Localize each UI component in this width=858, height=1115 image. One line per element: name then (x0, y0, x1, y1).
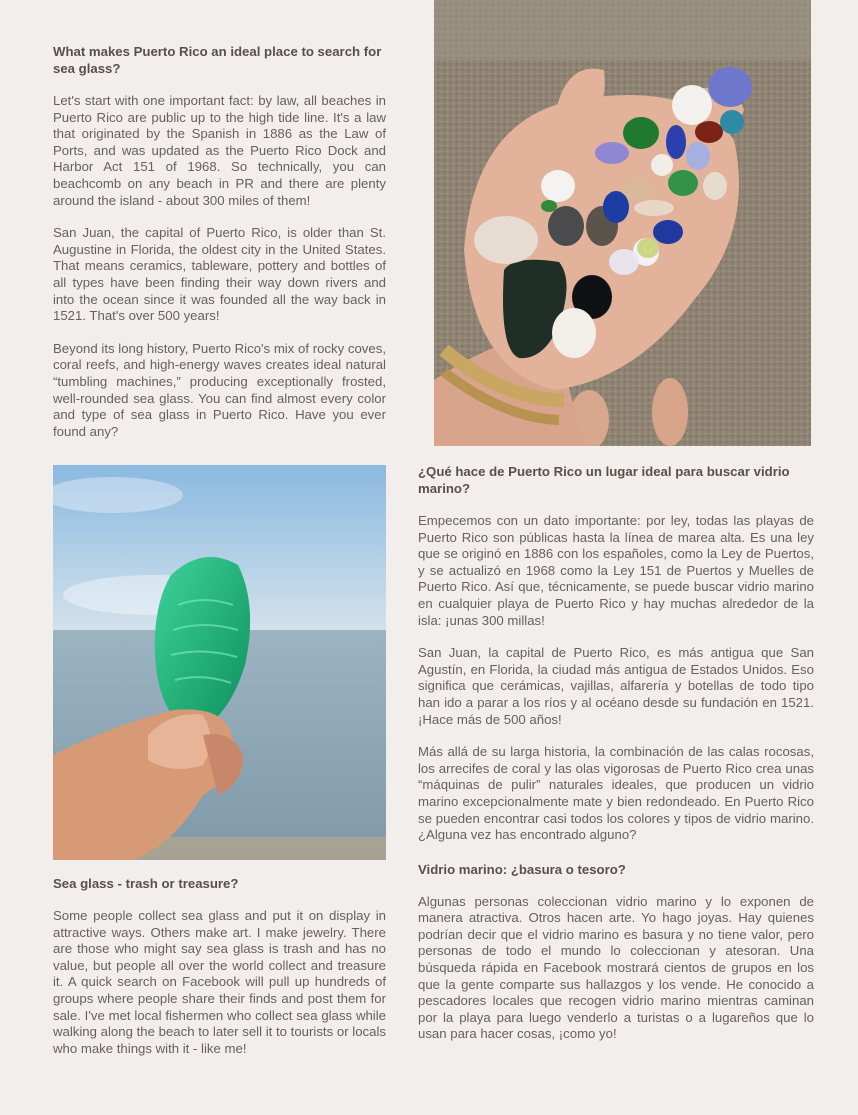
english-paragraph-law: Let's start with one important fact: by law, all beaches in Puerto Rico are public up to the high tide line. It's a law that originated by the Spanish in 1886 as the Law of Ports, and was updated as the Puerto Rico Dock and Harbor Act 151 of 1968. So technically, you can beachcomb on any beach in PR and there are plenty around the island - about 300 miles of them! (53, 93, 386, 208)
english-paragraph-san-juan: San Juan, the capital of Puerto Rico, is older than St. Augustine in Florida, the oldest city in the United States. That means ceramics, tableware, pottery and bottles of all types have been finding their way down rivers and into the ocean since it was founded all the way back in 1521. That's over 500 years! (53, 225, 386, 324)
english-section-top (53, 43, 386, 440)
spanish-paragraph-collectors: Algunas personas coleccionan vidrio marino y lo exponen de manera atractiva. Otros hacen arte. Yo hago joyas. Hay quienes podrían decir que el vidrio marino es basura y no tiene valor, pero personas de todo el mundo lo coleccionan y atesoran. Una búsqueda rápida en Facebook mostrará cientos de grupos en los que la gente comparte sus hallazgos y los vende. He conocido a pescadores locales que recogen vidrio marino mientras caminan por la playa para luego venderlo a turistas o a lugareños que lo usan para hacer cosas, ¡como yo! (418, 893, 814, 1042)
english-heading-ideal-place: What makes Puerto Rico an ideal place to search for sea glass? (53, 44, 382, 76)
spanish-heading-ideal-place: ¿Qué hace de Puerto Rico un lugar ideal para buscar vidrio marino? (418, 464, 790, 496)
english-section-bottom (53, 875, 386, 1057)
english-heading-trash-or-treasure: Sea glass - trash or treasure? (53, 876, 239, 891)
spanish-paragraph-law: Empecemos con un dato importante: por ley, todas las playas de Puerto Rico son públicas hasta la línea de marea alta. Es una ley que se originó en 1886 con los españoles, como la Ley de Puertos, y se actualizó en 1968 como la Ley 151 de Puertos y Muelles de Puerto Rico. Así que, técnicamente, se puede buscar vidrio marino en cualquier playa de Puerto Rico y hay muchas alrededor de la isla: ¡unas 300 millas! (418, 513, 814, 628)
spanish-paragraph-san-juan: San Juan, la capital de Puerto Rico, es más antigua que San Agustín, en Florida, la ciudad más antigua de Estados Unidos. Eso significa que cerámicas, vajillas, alfarería y botellas de todo tipo han ido a parar a los ríos y al océano desde su fundación en 1521. ¡Hace más de 500 años! (418, 645, 814, 727)
hand-with-sea-glass-photo (434, 0, 811, 446)
english-paragraph-tumbling: Beyond its long history, Puerto Rico's mix of rocky coves, coral reefs, and high-energy waves creates ideal natural “tumbling machines,” producing exceptionally frosted, well-rounded sea glass. You can find almost every color and type of sea glass in Puerto Rico. Have you ever found any? (53, 340, 386, 439)
spanish-paragraph-tumbling: Más allá de su larga historia, la combinación de las calas rocosas, los arrecifes de coral y las olas vigorosas de Puerto Rico crea unas “máquinas de pulir” naturales ideales, que producen un vidrio marino excepcionalmente mate y bien redondeado. En Puerto Rico se pueden encontrar casi todos los colores y tipos de vidrio marino. ¿Alguna vez has encontrado alguno? (418, 744, 814, 843)
spanish-section (418, 463, 814, 1043)
spanish-heading-trash-or-treasure: Vidrio marino: ¿basura o tesoro? (418, 861, 626, 877)
green-sea-glass-ocean-photo (53, 465, 386, 860)
english-paragraph-collectors: Some people collect sea glass and put it on display in attractive ways. Others make art. I make jewelry. There are those who might say sea glass is trash and has no value, but people all over the world collect and treasure it. A quick search on Facebook will pull up hundreds of groups where people share their finds and post them for sale. I've met local fishermen who collect sea glass while walking along the beach to later sell it to tourists or locals who make things with it - like me! (53, 908, 386, 1056)
